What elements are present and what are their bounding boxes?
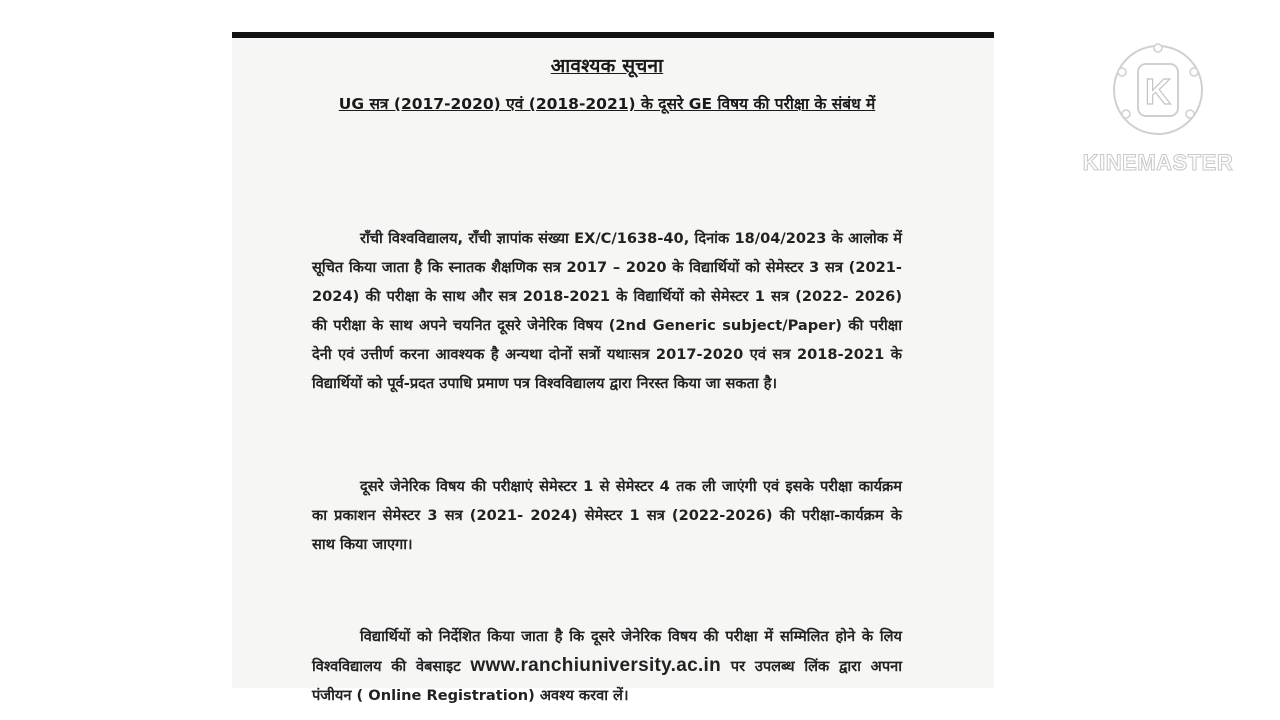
notice-document [232,32,994,704]
notice-paragraph-1: राँची विश्वविद्यालय, राँची ज्ञापांक संख्या EX/C/1638-40, दिनांक 18/04/2023 के आलोक में सूचित किया जाता है कि स्नातक शैक्षणिक सत्र 2017 – 2020 के विद्यार्थियों को सेमेस्टर 3 सत्र (2021-2024) की परीक्षा के साथ और सत्र 2018-2021 के विद्यार्थियों को सेमेस्टर 1 सत्र (2022- 2026) की परीक्षा के साथ अपने चयनित दूसरे जेनेरिक विषय (2nd Generic subject/Paper) की परीक्षा देनी एवं उत्तीर्ण करना आवश्यक है अन्यथा दोनों सत्रों यथाःसत्र 2017-2020 एवं सत्र 2018-2021 के विद्यार्थियों को पूर्व-प्रदत उपाधि प्रमाण पत्र विश्वविद्यालय द्वारा निरस्त किया जा सकता है। [312,230,902,392]
notice-content [312,52,902,704]
notice-paragraph-2: दूसरे जेनेरिक विषय की परीक्षाएं सेमेस्टर 1 से सेमेस्टर 4 तक ली जाएंगी एवं इसके परीक्षा कार्यक्रम का प्रकाशन सेमेस्टर 3 सत्र (2021- 2024) सेमेस्टर 1 सत्र (2022-2026) की परीक्षा-कार्यक्रम के साथ किया जाएगा। [312,478,902,553]
university-website-url: www.ranchiuniversity.ac.in [470,655,722,676]
notice-subheading: UG सत्र (2017-2020) एवं (2018-2021) के दूसरे GE विषय की परीक्षा के संबंध में [338,95,876,113]
kinemaster-watermark [1070,40,1250,180]
kinemaster-watermark-text: KINEMASTER [1082,150,1234,175]
kinemaster-logo-icon [1110,42,1206,138]
kinemaster-logo-letter: K [1145,71,1171,112]
notice-paragraph-3 [312,622,902,710]
notice-heading: आवश्यक सूचना [550,55,664,77]
paragraph-3-text-after: पर उपलब्ध लिंक द्वारा अपना पंजीयन ( Online Registration) अवश्य करवा लें। [312,658,902,704]
paragraph-3-text-before: विद्यार्थियों को निर्देशित किया जाता है कि दूसरे जेनेरिक विषय की परीक्षा में सम्मिलित होने के लिय विश्वविद्यालय की वेबसाइट [312,628,902,675]
